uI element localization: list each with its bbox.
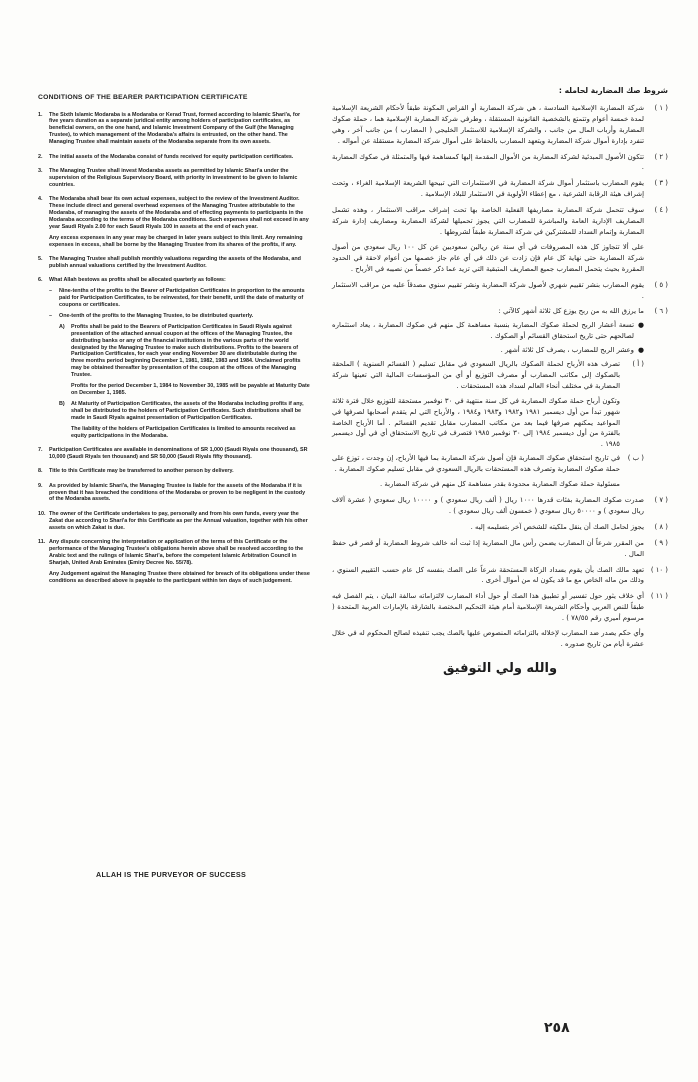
english-condition-6-sub-1: – Nine-tenths of the profits to the Bearer of Participation Certificates in proportion to the amounts paid for Participation Certificates, to be reinvested, for their benefit, until the date of maturity of coupons or certificates. bbox=[49, 288, 305, 309]
english-column bbox=[38, 94, 310, 879]
arabic-condition-2: ( ٢ ) تتكون الأصول المبدئية لشركة المضاربة من الأموال المقدمة إليها كمساهمة فيها والمتمثلة في صكوك المضاربة . bbox=[332, 152, 668, 172]
english-condition-3: 3. The Managing Trustee shall invest Modaraba assets as permitted by Islamic Shari'a under the supervision of the Religious Supervisory Board, with priority in investment to be given to Islamic countries. bbox=[38, 167, 298, 188]
arabic-condition-9: ( ٩ ) من المقرر شرعاً أن المضارب يضمن رأس مال المضاربة إذا ثبت أنه خالف شروط المضاربة أو قصر في حفظ المال . bbox=[332, 538, 668, 558]
arabic-condition-4: ( ٤ ) سوف تتحمل شركة المضاربة مصاريفها الفعلية الخاصة بها تحت إشراف مراقب الاستثمار ، وهذه تشمل المصاريف الإدارية العامة والمباشرة للمضارب التي يجوز تحميلها لشركة المضاربة ومصاريف إدارة شركة المضاربة وإتمام السداد للمشتركين في شركة المضاربة طبقاً لشروطها . على ألا تتجاوز كل هذه المصروفات في أي سنة عن ريالين سعوديين عن كل ١٠٠ ريال سعودي من أصول شركة المضاربة حتى نهاية كل عام فإن زادت عن ذلك في أي عام جاز خصمها من أعوام لاحقة في الحدود المقررة بحيث يتحمل المضارب جميع المصاريف المتبقية التي تزيد عما ذكر خصماً من نصيبه في الأرباح . bbox=[332, 206, 668, 273]
english-condition-6-clause-a: A) Profits shall be paid to the Bearers of Participation Certificates in Saudi Riyals against presentation of the attached annual coupon at the offices of the Managing Trustee, the distributing banks or any of the financial institutions in the various parts of the world designated by the Managing Trustee to make such distributions. Profits to the bearers of Participation Certificates, for each year ending November 30 are distributable during the three months period beginning December 1, 1981, 1982, 1983 and 1984. Unclaimed profits may be obtained thereafter by presentation of the coupon at the offices of the Managing Trustee. Profits for the period December 1, 1984 to November 30, 1985 will be payable at Maturity Date on December 1, 1985. bbox=[59, 323, 310, 396]
arabic-title: شروط صك المضاربة لحامله : bbox=[558, 86, 668, 95]
english-condition-9: 9. As provided by Islamic Shari'a, the Managing Trustee is liable for the assets of the Modaraba if it is proven that it has breached the conditions of the Modaraba or proven to be negligent in the custody of the Modaraba assets. bbox=[38, 482, 306, 503]
arabic-condition-7: ( ٧ ) صدرت صكوك المضاربة بفئات قدرها ١٠٠٠ ريال ( ألف ريال سعودي ) و ١٠٠٠٠ ريال سعودي ( عشرة آلاف ريال سعودي ) و ٥٠٠٠٠ ريال سعودي ( خمسون ألف ريال سعودي ) . bbox=[332, 496, 668, 515]
english-condition-2: 2. The initial assets of the Modaraba consist of funds received for equity participation certificates. bbox=[38, 153, 294, 160]
english-condition-6: 6. What Allah bestows as profits shall be allocated quarterly as follows: – Nine-tenths of the profits to the Bearer of Participation Certificates in proportion to the amounts paid for Participation Certificates, to be reinvested, for their benefit, until the date of maturity of coupons or certificates. – One-tenth of the profits to the Managing Trustee, to be distributed quarterly. A) Profits shall be paid to the Bearers of Participation Certificates in Saudi Riyals against presentation of the attached annual coupon at the offices of the Managing Trustee, the distributing banks or any of the financial institutions in the various parts of the world designated by the Managing Trustee to make such distributions. Profits to the bearers of Participation Certificates, for each year ending November 30 are distributable during the three months period beginning December 1, 1981, 1982, 1983 and 1984. Unclaimed profits may be obtained thereafter by presentation of the coupon at the offices of the Managing Trustee. Profits for the period December 1, 1984 to November 30, 1985 will be payable at Maturity Date on December 1, 1985. B) At Maturity of Participation Certificates, the assets of the Modaraba including profits if any, shall be distributed to the holders of Participation Certificates. Such distributions shall be made in Saudi Riyals against presentation of Participation Certificates. The liability of the holders of Participation Certificates is limited to amounts received as equity participations in the Modaraba. bbox=[38, 277, 310, 439]
english-condition-6-clause-b: B) At Maturity of Participation Certificates, the assets of the Modaraba including profits if any, shall be distributed to the holders of Participation Certificates. Such distributions shall be made in Saudi Riyals against presentation of Participation Certificates. The liability of the holders of Participation Certificates is limited to amounts received as equity participations in the Modaraba. bbox=[59, 400, 304, 439]
arabic-closing: والله ولي التوفيق bbox=[442, 660, 558, 676]
arabic-condition-5: ( ٥ ) يقوم المضارب بنشر تقييم شهري لأصول شركة المضاربة ونشر تقييم سنوي مصدقاً عليه من مراقب الاستثمار . bbox=[332, 280, 668, 300]
english-condition-7: 7. Participation Certificates are available in denominations of SR 1,000 (Saudi Riyals one thousand), SR 10,000 (Saudi Riyals ten thousand) and SR 50,000 (Saudi Riyals fifty thousand). bbox=[38, 446, 308, 460]
arabic-condition-6: ( ٦ ) ما يرزق الله به من ربح يوزع كل ثلاثة أشهر كالآتي : ● تسعة أعشار الربح لحملة صكوك المضاربة بنسبة مساهمة كل منهم في صكوك المضاربة ، يعاد استثماره لصالحهم حتى تاريخ استحقاق القسائم أو الصكوك . ● وعشر الربح للمضارب ، يصرف كل ثلاثة أشهر . ( أ ) تصرف هذه الأرباح لحملة الصكوك بالريال السعودي في مقابل تسليم ( القسائم السنوية ) الملحقة بالصكوك إلى مكاتب المضارب أو مصرف التوزيع أو أي من المؤسسات المالية التي تعينها شركة المضاربة في مختلف أنحاء العالم لسداد هذه المستحقات . وتكون أرباح حملة صكوك المضاربة في كل سنة منتهية في ٣٠ نوفمبر مستحقة للتوزيع خلال فترة ثلاثة شهور تبدأ من أول ديسمبر ١٩٨١ و١٩٨٢ و١٩٨٣ و١٩٨٤ ، والأرباح التي لم يتقدم أصحابها لصرفها في المواعيد يمكنهم صرفها فيما بعد من مكاتب المضارب مقابل تقديم القسائم . أما الأرباح الخاصة بالفترة من أول ديسمبر ١٩٨٤ إلى ٣٠ نوفمبر ١٩٨٥ فتصرف في تاريخ الاستحقاق أي في أول ديسمبر ١٩٨٥ . ( ب ) في تاريخ استحقاق صكوك المضاربة فإن أصول شركة المضاربة بما فيها الأرباح، إن وجدت ، توزع على حملة صكوك المضاربة وتصرف هذه المستحقات بالريال السعودي في مقابل تسليم صكوك المضاربة . مسئولية حملة صكوك المضاربة محدودة بقدر مساهمة كل منهم في شركة المضاربة . bbox=[332, 307, 668, 489]
page-number: ٢٥٨ bbox=[544, 1020, 570, 1036]
arabic-condition-6-clause-a: ( أ ) تصرف هذه الأرباح لحملة الصكوك بالريال السعودي في مقابل تسليم ( القسائم السنوية ) الملحقة بالصكوك إلى مكاتب المضارب أو مصرف التوزيع أو أي من المؤسسات المالية التي تعينها شركة المضاربة في مختلف أنحاء العالم لسداد هذه المستحقات . وتكون أرباح حملة صكوك المضاربة في كل سنة منتهية في ٣٠ نوفمبر مستحقة للتوزيع خلال فترة ثلاثة شهور تبدأ من أول ديسمبر ١٩٨١ و١٩٨٢ و١٩٨٣ و١٩٨٤ ، والأرباح التي لم يتقدم أصحابها لصرفها في المواعيد يمكنهم صرفها فيما بعد من مكاتب المضارب مقابل تقديم القسائم . أما الأرباح الخاصة بالفترة من أول ديسمبر ١٩٨٤ إلى ٣٠ نوفمبر ١٩٨٥ فتصرف في تاريخ الاستحقاق أي في أول ديسمبر ١٩٨٥ . bbox=[332, 360, 644, 449]
english-condition-1: 1. The Sixth Islamic Modaraba is a Modaraba or Kerad Trust, formed according to Islamic Shari'a, for five years duration as a separate juridical entity among holders of participation certificates, as beneficial owners, on the one hand, and Islamic Investment Company of the Gulf (the Managing Trustee), to which management of the Modaraba's affairs is entrusted, on the other hand. The Managing Trustee shall maintain assets of the Modaraba separate from its own assets. bbox=[38, 111, 301, 146]
english-condition-4-para-2: Any excess expenses in any year may be charged in later years subject to this limit. Any remaining expenses in excess, shall be borne by the Managing Trustee from its shares of the profits, if any. bbox=[49, 234, 303, 248]
arabic-condition-10: ( ١٠ ) تعهد مالك الصك بأن يقوم بسداد الزكاة المستحقة شرعاً على الصك بنفسه كل عام حسب التقييم السنوي ، وذلك من ماله الخاص مع ما قد يكون له من أموال أخرى . bbox=[332, 565, 668, 585]
english-condition-8: 8. Title to this Certificate may be transferred to another person by delivery. bbox=[38, 468, 234, 475]
arabic-condition-6-bullet-1: ● تسعة أعشار الربح لحملة صكوك المضاربة بنسبة مساهمة كل منهم في صكوك المضاربة ، يعاد استثماره لصالحهم حتى تاريخ استحقاق القسائم أو الصكوك . bbox=[332, 321, 644, 341]
english-condition-4: 4. The Modaraba shall bear its own actual expenses, subject to the review of the Investment Auditor. These include direct and general overhead expenses of the Managing Trustee attributable to the Modaraba, of managing the assets of the Modaraba and of effecting payments to participants in the Modaraba according to the terms of the Modaraba conditions. Such expenses shall not exceed in any year Saudi Riyals 2.00 for each Saudi Riyals 100 in assets at the end of each year. Any excess expenses in any year may be charged in later years subject to this limit. Any remaining expenses in excess, shall be borne by the Managing Trustee from its shares of the profits, if any. bbox=[38, 196, 309, 248]
arabic-condition-11: ( ١١ ) أي خلاف يثور حول تفسير أو تطبيق هذا الصك أو حول أداء المضارب لالتزاماته سالفة البيان ، يتم الفصل فيه طبقاً للنص العربي وأحكام الشريعة الإسلامية أمام هيئة التحكيم المختصة بالشارقة بالإمارات العربية المتحدة ( مرسوم أميري رقم ٧٨/٥٥ ) . وأي حكم يصدر ضد المضارب لإخلاله بالتزاماته المنصوص عليها بالصك يجب تنفيذه لصالح المحكوم له في خلال عشرة أيام من تاريخ صدوره . bbox=[332, 592, 668, 648]
arabic-condition-8: ( ٨ ) يجوز لحامل الصك أن ينقل ملكيته للشخص آخر بتسليمه إليه . bbox=[470, 522, 668, 531]
english-condition-10: 10. The owner of the Certificate undertakes to pay, personally and from his own funds, every year the Zakat due according to Shari'a for this Certificate as per the Annual valuation, together with his other assets on which Zakat is due. bbox=[38, 510, 308, 531]
english-closing: ALLAH IS THE PURVEYOR OF SUCCESS bbox=[96, 870, 247, 879]
english-condition-5: 5. The Managing Trustee shall publish monthly valuations regarding the assets of the Modaraba, and publish annual valuations certified by the Investment Auditor. bbox=[38, 256, 301, 269]
arabic-condition-3: ( ٣ ) يقوم المضارب باستثمار أموال شركة المضاربة في الاستثمارات التي تبيحها الشريعة الإسلامية الغراء ، وتحت إشراف هيئة الرقابة الشرعية ، مع إعطاء الأولوية في الاستثمار للبلاد الإسلامية . bbox=[332, 179, 668, 199]
arabic-condition-1: ( ١ ) شركة المضاربة الإسلامية السادسة ، هي شركة المضاربة أو القراض المكونة طبقاً لأحكام الشريعة الإسلامية لمدة خمسة أعوام وتتمتع بالشخصية القانونية المستقلة ، وطرفي شركة المضاربة الإسلامية هما ، حملة صكوك المضاربة وأرباب المال من جانب ، والشركة الإسلامية للاستثمار الخليجي ( المضارب ) من جانب آخر ، وهي تنفرد بإدارة أموال شركة المضاربة ويتعهد المضارب بالحفاظ على أموال شركة المضاربة مستقلة عن أمواله . bbox=[332, 103, 668, 145]
english-condition-6-sub-2: – One-tenth of the profits to the Managing Trustee, to be distributed quarterly. A) Profits shall be paid to the Bearers of Participation Certificates in Saudi Riyals against presentation of the attached annual coupon at the offices of the Managing Trustee, the distributing banks or any of the financial institutions in the various parts of the world designated by the Managing Trustee to make such distributions. Profits to the bearers of Participation Certificates, for each year ending November 30 are distributable during the three months period beginning December 1, 1981, 1982, 1983 and 1984. Unclaimed profits may be obtained thereafter by presentation of the coupon at the offices of the Managing Trustee. Profits for the period December 1, 1984 to November 30, 1985 will be payable at Maturity Date on December 1, 1985. B) At Maturity of Participation Certificates, the assets of the Modaraba including profits if any, shall be distributed to the holders of Participation Certificates. Such distributions shall be made in Saudi Riyals against presentation of Participation Certificates. The liability of the holders of Participation Certificates is limited to amounts received as equity participations in the Modaraba. bbox=[49, 312, 310, 439]
english-conditions-list bbox=[38, 112, 310, 585]
english-condition-11: 11. Any dispute concerning the interpretation or application of the terms of this Certificate or the performance of the Managing Trustee's obligations herein above shall be resolved according to the Arabic text and the rulings of Islamic Shari'a, before the competent Islamic Arbitration Council in Sharjah, United Arab Emirates (Emiry Decree No. 55/78). Any Judgement against the Managing Trustee there obtained for breach of its obligations under these conditions as described above is payable to the participant within ten days of such judgement. bbox=[38, 539, 310, 584]
arabic-condition-6-clause-b: ( ب ) في تاريخ استحقاق صكوك المضاربة فإن أصول شركة المضاربة بما فيها الأرباح، إن وجدت ، توزع على حملة صكوك المضاربة وتصرف هذه المستحقات بالريال السعودي في مقابل تسليم صكوك المضاربة . مسئولية حملة صكوك المضاربة محدودة بقدر مساهمة كل منهم في شركة المضاربة . bbox=[332, 454, 644, 489]
english-condition-6-intro: What Allah bestows as profits shall be allocated quarterly as follows: bbox=[49, 277, 226, 284]
arabic-column bbox=[332, 86, 668, 675]
english-condition-4-para-1: The Modaraba shall bear its own actual expenses, subject to the review of the Investment Auditor. These include direct and general overhead expenses of the Managing Trustee attributable to the Modaraba, of managing the assets of the Modaraba and of effecting payments to participants in the Modaraba according to the terms of the Modaraba conditions. Such expenses shall not exceed in any year Saudi Riyals 2.00 for each Saudi Riyals 100 in assets at the end of each year. bbox=[49, 196, 309, 230]
english-title: CONDITIONS OF THE BEARER PARTICIPATION CERTIFICATE bbox=[38, 94, 248, 101]
arabic-condition-6-bullet-2: ● وعشر الربح للمضارب ، يصرف كل ثلاثة أشهر . bbox=[500, 346, 644, 355]
